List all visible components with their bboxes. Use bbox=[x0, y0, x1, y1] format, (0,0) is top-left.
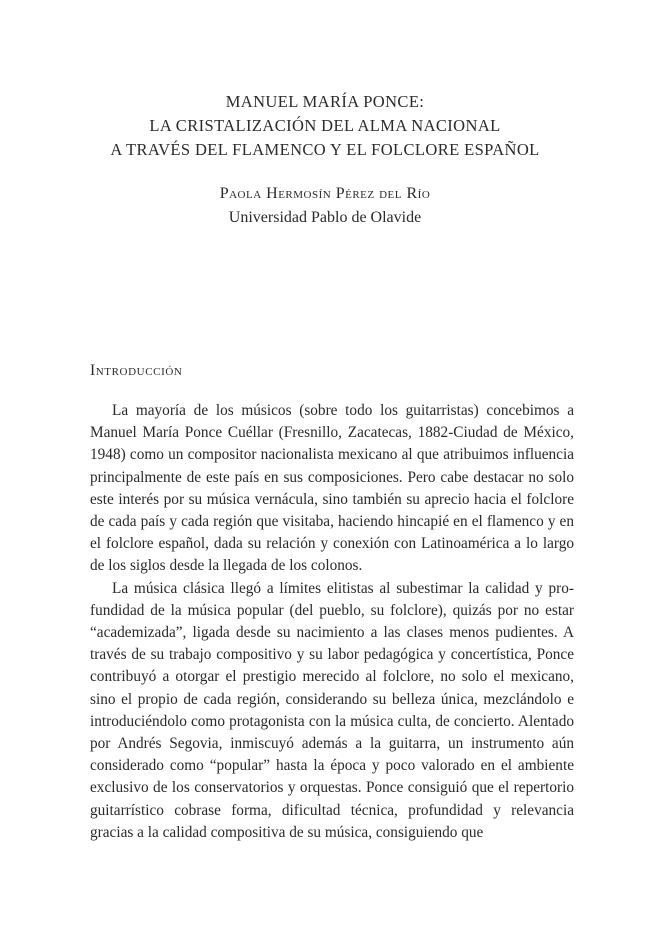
paragraph: La música clásica llegó a límites elitistas al subestimar la calidad y profundidad de la música popular (del pueblo, su folclore), quizás por no estar “academizada”, ligada desde su nacimiento a las clases menos pudientes. A través de su trabajo compositivo y su labor pedagógica y concertística, Ponce contribuyó a otorgar el prestigio merecido al folclore, no solo el mexicano, sino el propio de cada región, considerando su belleza única, mezclándolo e introduciéndolo como protagonista con la música culta, de concierto. Alentado por Andrés Segovia, inmiscuyó además a la guitarra, un instrumento aún considerado como “popular” hasta la época y poco valorado en el ambiente exclusivo de los conservatorios y orquestas. Ponce consiguió que el repertorio guitarrístico cobrase forma, dificultad técnica, profundidad y relevancia gracias a la calidad compositiva de su música, consiguiendo que bbox=[90, 579, 574, 841]
author-name: Paola Hermosín Pérez del Río bbox=[219, 185, 431, 202]
author-block bbox=[0, 182, 650, 230]
title-line-2: LA CRISTALIZACIÓN DEL ALMA NACIONAL bbox=[149, 116, 501, 135]
title-line-1: MANUEL MARÍA PONCE: bbox=[225, 92, 425, 111]
section-heading: Introducción bbox=[90, 362, 183, 379]
paragraph: La mayoría de los músicos (sobre todo los guitarristas) concebimos a Manuel María Ponce Cuéllar (Fresnillo, Zacatecas, 1882-Ciudad de México, 1948) como un compositor nacionalista mexicano al que atribuimos influencia principalmente de este país en sus composiciones. Pero cabe destacar no solo este interés por su música vernácula, sino también su aprecio hacia el folclore de cada país y cada región que visitaba, haciendo hincapié en el flamenco y en el folclore español, dada su relación y conexión con Latinoamérica a lo largo de los siglos desde la llegada de los colonos. bbox=[90, 402, 574, 575]
title-line-3: A TRAVÉS DEL FLAMENCO Y EL FOLCLORE ESPAÑOL bbox=[110, 140, 540, 159]
body-text bbox=[90, 400, 574, 844]
article-title bbox=[0, 90, 650, 162]
author-affiliation: Universidad Pablo de Olavide bbox=[228, 209, 422, 226]
